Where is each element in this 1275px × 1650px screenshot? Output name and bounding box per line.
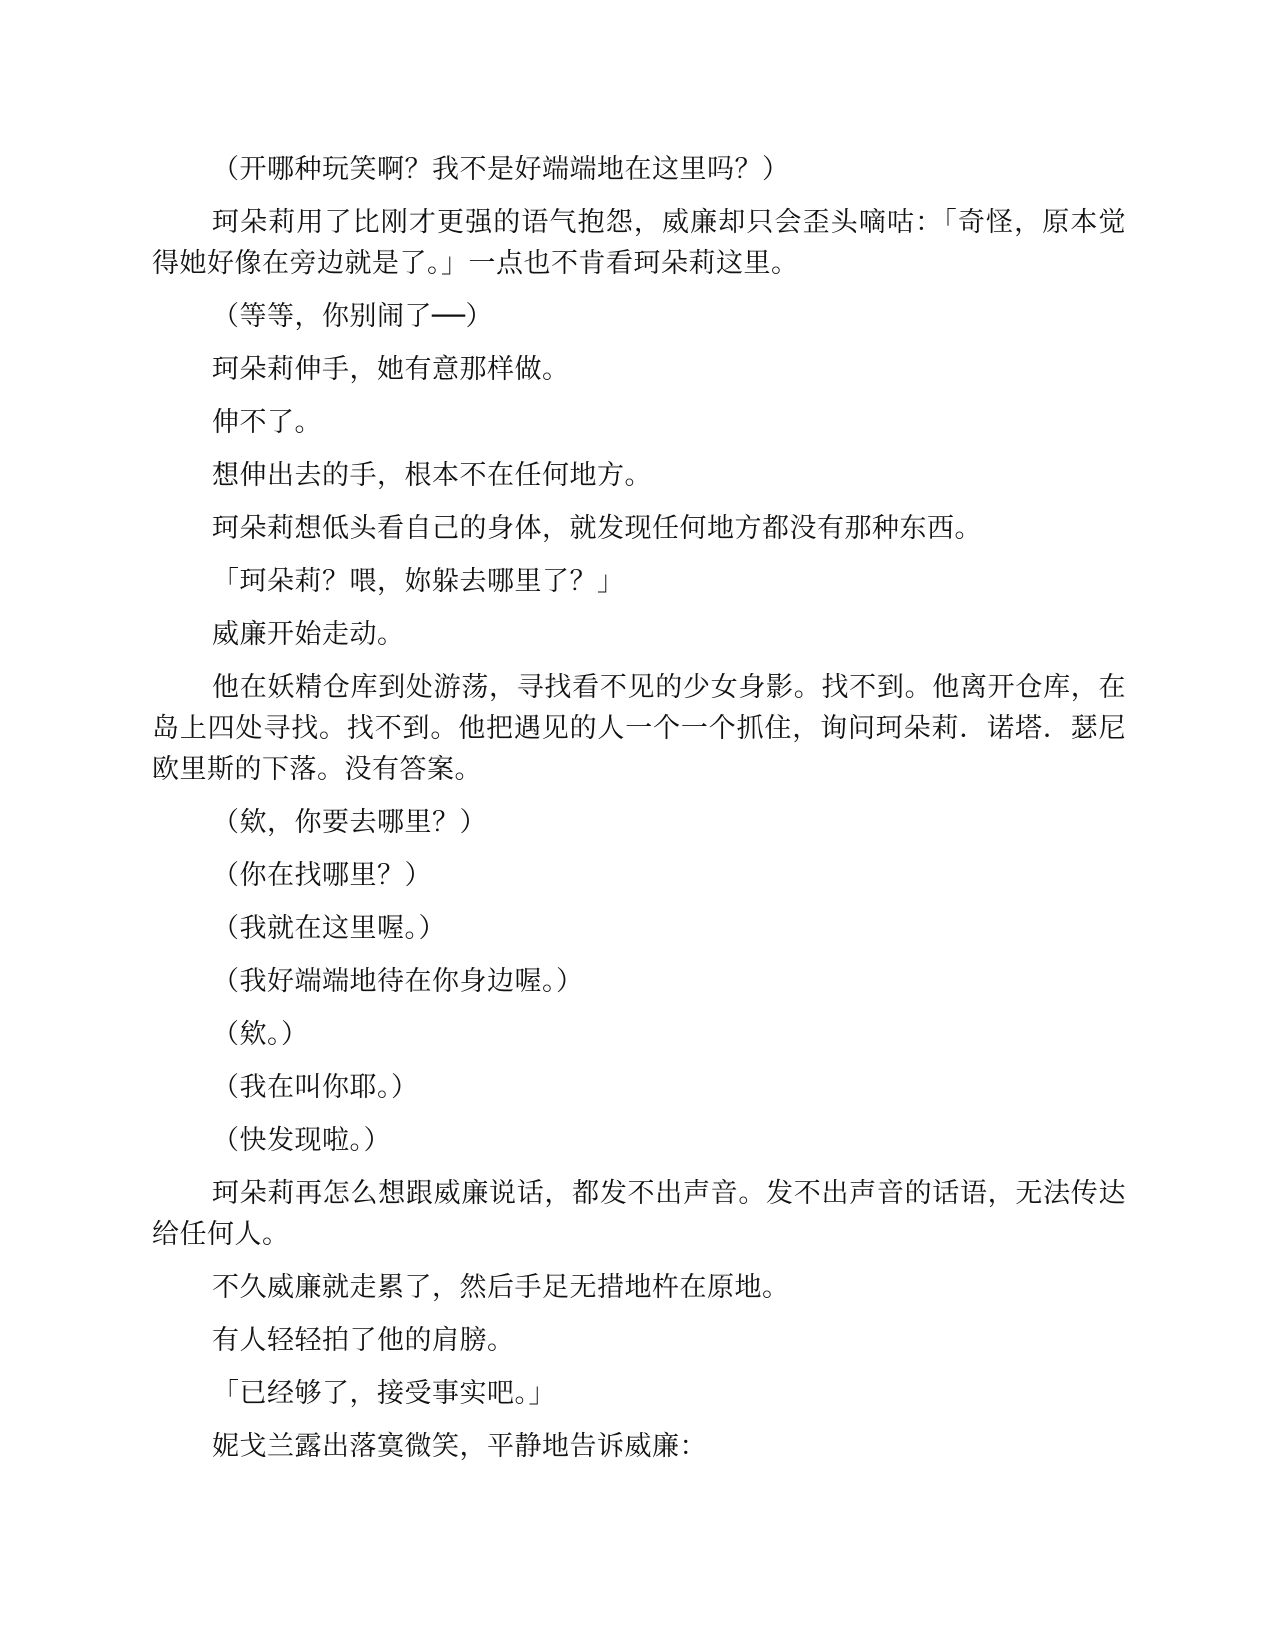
paragraph: （开哪种玩笑啊？我不是好端端地在这里吗？）	[212, 154, 790, 185]
paragraph: （我好端端地待在你身边喔。）	[212, 966, 584, 997]
paragraph: 想伸出去的手，根本不在任何地方。	[212, 460, 652, 491]
paragraph: （欸，你要去哪里？）	[212, 807, 487, 838]
paragraph: （你在找哪里？）	[212, 860, 432, 891]
paragraph: 有人轻轻拍了他的肩膀。	[212, 1325, 515, 1356]
paragraph: 「珂朵莉？喂，妳躲去哪里了？」	[212, 566, 625, 597]
paragraph: （我就在这里喔。）	[212, 913, 446, 944]
paragraph: （欸。）	[212, 1019, 309, 1050]
paragraph: 不久威廉就走累了，然后手足无措地杵在原地。	[212, 1272, 790, 1303]
paragraph: 珂朵莉想低头看自己的身体，就发现任何地方都没有那种东西。	[212, 513, 982, 544]
paragraph: （我在叫你耶。）	[212, 1072, 419, 1103]
paragraph: 伸不了。	[212, 407, 322, 438]
paragraph: 珂朵莉用了比刚才更强的语气抱怨，威廉却只会歪头嘀咕：「奇怪，原本觉得她好像在旁边就是了。」一点也不肯看珂朵莉这里。	[152, 207, 1126, 279]
paragraph: （快发现啦。）	[212, 1125, 391, 1156]
paragraph: 威廉开始走动。	[212, 619, 405, 650]
paragraph: 他在妖精仓库到处游荡，寻找看不见的少女身影。找不到。他离开仓库，在岛上四处寻找。找不到。他把遇见的人一个一个抓住，询问珂朵莉．诺塔．瑟尼欧里斯的下落。没有答案。	[152, 672, 1126, 785]
paragraph: 「已经够了，接受事实吧。」	[212, 1378, 556, 1409]
paragraph: 珂朵莉再怎么想跟威廉说话，都发不出声音。发不出声音的话语，无法传达给任何人。	[152, 1178, 1126, 1250]
paragraph: 珂朵莉伸手，她有意那样做。	[212, 354, 570, 385]
body-text	[152, 149, 1126, 1479]
paragraph: （等等，你别闹了──）	[212, 301, 494, 332]
paragraph: 妮戈兰露出落寞微笑，平静地告诉威廉：	[212, 1431, 707, 1462]
